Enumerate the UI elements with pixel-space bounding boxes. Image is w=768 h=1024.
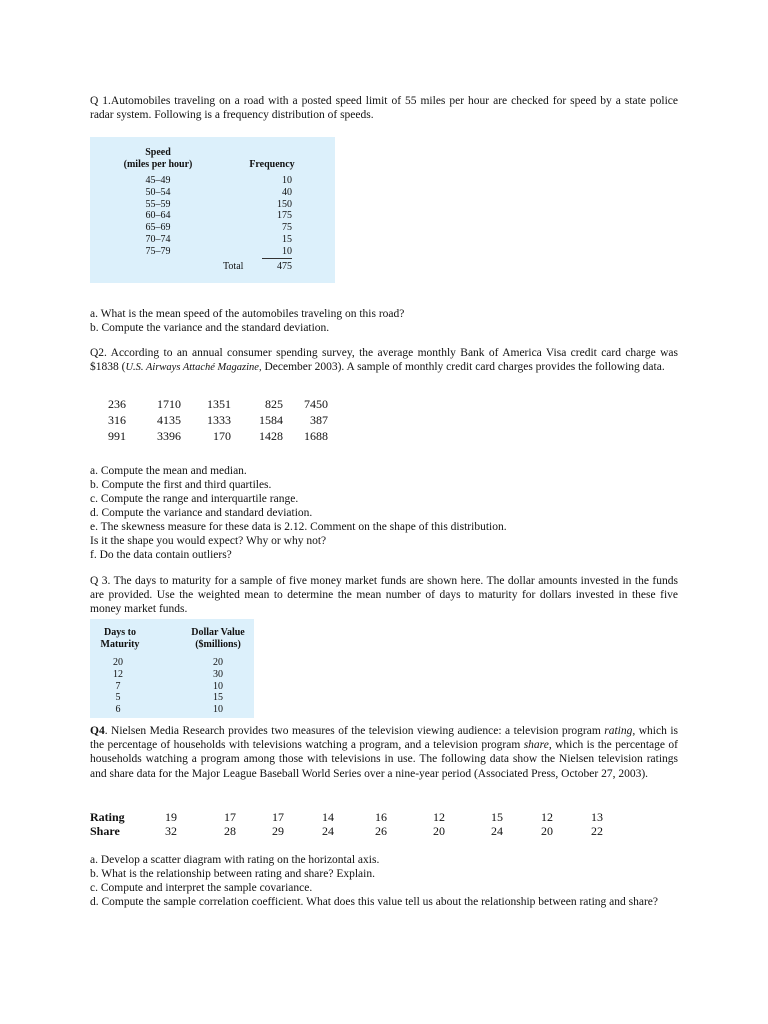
dollar-value-column-header: Dollar Value ($millions) bbox=[191, 627, 245, 650]
days-value: 12 bbox=[113, 668, 123, 680]
rating-value: 15 bbox=[491, 810, 503, 824]
data-cell: 170 bbox=[213, 429, 231, 443]
rating-value: 13 bbox=[591, 810, 603, 824]
speed-column-header: Speed (miles per hour) bbox=[123, 147, 193, 170]
data-cell: 3396 bbox=[157, 429, 181, 443]
rating-value: 16 bbox=[375, 810, 387, 824]
share-value: 24 bbox=[322, 824, 334, 838]
q4-part-b: b. What is the relationship between rating and share? Explain. bbox=[90, 868, 375, 880]
q4-intro-b: which is the percentage of households with televisions watching a program, and a television program bbox=[90, 725, 678, 752]
speed-class: 65–69 bbox=[145, 222, 171, 234]
dollar-value: 15 bbox=[213, 692, 223, 704]
data-cell: 1688 bbox=[304, 429, 328, 443]
data-cell: 1710 bbox=[157, 397, 181, 411]
rating-value: 19 bbox=[165, 810, 177, 824]
q1-part-b: b. Compute the variance and the standard deviation. bbox=[90, 322, 330, 334]
share-value: 20 bbox=[433, 824, 445, 838]
q1-part-a: a. What is the mean speed of the automobiles traveling on this road? bbox=[90, 308, 405, 320]
data-cell: 7450 bbox=[304, 397, 328, 411]
speed-class: 60–64 bbox=[145, 210, 171, 222]
total-label: Total bbox=[223, 261, 244, 272]
speed-class: 55–59 bbox=[145, 198, 171, 210]
q2-intro-source: U.S. Airways Attaché Magazine, bbox=[125, 362, 262, 374]
total-value: 475 bbox=[277, 261, 292, 272]
q2-intro-post: December 2003). A sample of monthly credit card charges provides the following data. bbox=[261, 361, 665, 374]
dollar-value: 30 bbox=[213, 668, 223, 680]
speed-frequency-table bbox=[90, 137, 335, 283]
share-value: 22 bbox=[591, 824, 603, 838]
rating-value: 14 bbox=[322, 810, 334, 824]
dollar-value: 10 bbox=[213, 680, 223, 692]
frequency-values bbox=[252, 175, 292, 258]
data-row bbox=[104, 396, 328, 412]
q4-part-c: c. Compute and interpret the sample covariance. bbox=[90, 882, 313, 894]
speed-class: 45–49 bbox=[145, 175, 171, 186]
days-value: 20 bbox=[113, 657, 123, 668]
share-row-label: Share bbox=[90, 824, 120, 838]
speed-values bbox=[118, 175, 198, 258]
q4-intro-a: . Nielsen Media Research provides two measures of the television viewing audience: a television program bbox=[104, 725, 605, 737]
q4-term-rating: rating, bbox=[604, 725, 636, 737]
share-value: 24 bbox=[491, 824, 503, 838]
data-row bbox=[104, 428, 328, 444]
data-cell: 316 bbox=[108, 413, 126, 427]
share-value: 29 bbox=[272, 824, 284, 838]
q2-part-d: d. Compute the variance and standard deviation. bbox=[90, 507, 313, 519]
dollar-value: 10 bbox=[213, 704, 223, 716]
share-value: 20 bbox=[541, 824, 553, 838]
rating-value: 17 bbox=[224, 810, 236, 824]
q2-part-b: b. Compute the first and third quartiles. bbox=[90, 479, 272, 491]
days-values bbox=[102, 657, 134, 716]
q4-intro-c: which is the percentage of households watching a program among those with televisions in use. The following data show the Nielsen television ratings and share data for the Major League Baseball World Series over a nine-year period (Associated Press, October 27, 2003). bbox=[90, 739, 678, 780]
data-cell: 1333 bbox=[207, 413, 231, 427]
frequency-value: 10 bbox=[282, 245, 292, 257]
q2-part-e: e. The skewness measure for these data is 2.12. Comment on the shape of this distribution. bbox=[90, 521, 507, 533]
credit-card-data-grid bbox=[104, 396, 328, 444]
data-cell: 1584 bbox=[259, 413, 283, 427]
frequency-value: 75 bbox=[282, 222, 292, 234]
speed-class: 70–74 bbox=[145, 233, 171, 245]
q2-part-a: a. Compute the mean and median. bbox=[90, 465, 247, 477]
days-value: 6 bbox=[115, 704, 121, 716]
data-cell: 825 bbox=[265, 397, 283, 411]
days-column-header: Days to Maturity bbox=[100, 627, 140, 650]
rating-value: 12 bbox=[541, 810, 553, 824]
share-value: 32 bbox=[165, 824, 177, 838]
data-cell: 991 bbox=[108, 429, 126, 443]
q1-intro: Q 1.Automobiles traveling on a road with a posted speed limit of 55 miles per hour are checked for speed by a state police radar system. Following is a frequency distribution of speeds. bbox=[90, 95, 678, 122]
q2-intro bbox=[90, 346, 678, 375]
q3-intro: Q 3. The days to maturity for a sample of five money market funds are shown here. The dollar amounts invested in the funds are provided. Use the weighted mean to determine the mean number of days to maturity for dollars invested in these five money market funds. bbox=[90, 575, 678, 616]
frequency-value: 150 bbox=[277, 198, 292, 210]
speed-class: 75–79 bbox=[145, 245, 171, 257]
rating-row-label: Rating bbox=[90, 810, 125, 824]
days-value: 7 bbox=[115, 680, 121, 692]
q4-label: Q4 bbox=[90, 725, 105, 737]
share-value: 28 bbox=[224, 824, 236, 838]
total-rule bbox=[262, 258, 292, 259]
dollar-values bbox=[202, 657, 234, 716]
frequency-value: 40 bbox=[282, 186, 292, 198]
q4-intro bbox=[90, 724, 678, 781]
maturity-table bbox=[90, 619, 254, 718]
data-cell: 1428 bbox=[259, 429, 283, 443]
data-cell: 4135 bbox=[157, 413, 181, 427]
q4-part-d: d. Compute the sample correlation coefficient. What does this value tell us about the relationship between rating and share? bbox=[90, 896, 659, 908]
dollar-value: 20 bbox=[213, 657, 223, 668]
frequency-value: 175 bbox=[277, 210, 292, 222]
rating-value: 12 bbox=[433, 810, 445, 824]
speed-class: 50–54 bbox=[145, 186, 171, 198]
rating-value: 17 bbox=[272, 810, 284, 824]
q2-part-e-continued: Is it the shape you would expect? Why or why not? bbox=[90, 535, 327, 547]
q4-part-a: a. Develop a scatter diagram with rating on the horizontal axis. bbox=[90, 854, 380, 866]
q4-term-share: share, bbox=[523, 739, 552, 752]
data-row bbox=[104, 412, 328, 428]
q2-intro-pre: Q2. According to an annual consumer spending survey, the average monthly Bank of America Visa credit card charge was $1838 ( bbox=[90, 347, 678, 374]
q2-part-f: f. Do the data contain outliers? bbox=[90, 549, 232, 561]
q2-part-c: c. Compute the range and interquartile range. bbox=[90, 493, 299, 505]
data-cell: 236 bbox=[108, 397, 126, 411]
share-value: 26 bbox=[375, 824, 387, 838]
days-value: 5 bbox=[115, 692, 121, 704]
data-cell: 1351 bbox=[207, 397, 231, 411]
data-cell: 387 bbox=[310, 413, 328, 427]
frequency-column-header: Frequency bbox=[249, 159, 295, 170]
frequency-value: 15 bbox=[282, 233, 292, 245]
frequency-value: 10 bbox=[282, 175, 292, 186]
